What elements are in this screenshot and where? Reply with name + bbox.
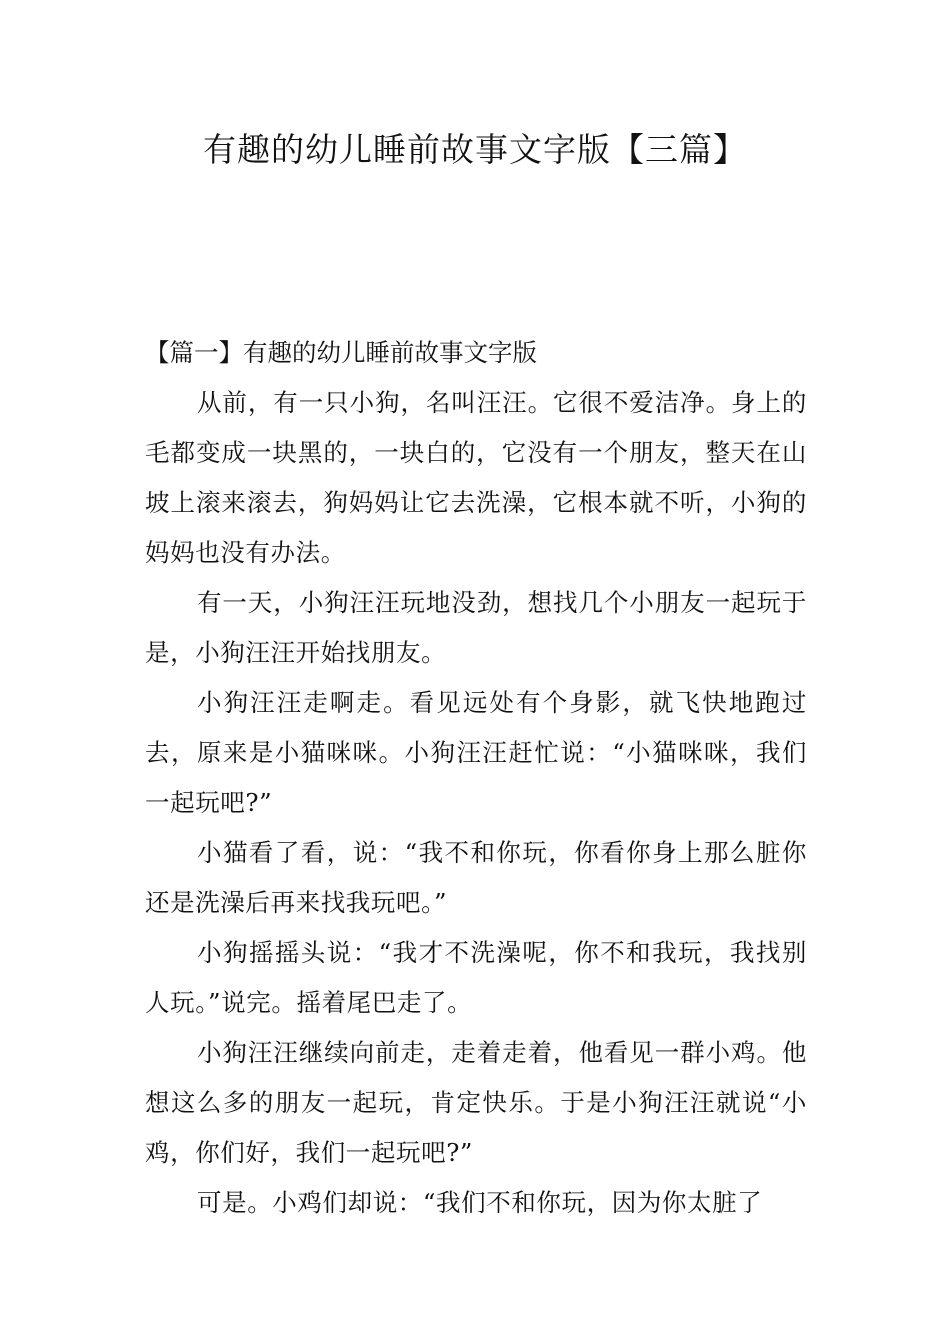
document-body [145,328,807,1228]
paragraph: 有一天，小狗汪汪玩地没劲，想找几个小朋友一起玩于是，小狗汪汪开始找朋友。 [145,588,807,667]
paragraph: 小狗汪汪继续向前走，走着走着，他看见一群小鸡。他想这么多的朋友一起玩，肯定快乐。于是小狗汪汪就说“小鸡，你们好，我们一起玩吧?” [145,1038,807,1167]
section-heading: 【篇一】有趣的幼儿睡前故事文字版 [145,338,537,367]
paragraph: 小狗摇摇头说：“我才不洗澡呢，你不和我玩，我找别人玩。”说完。摇着尾巴走了。 [145,938,807,1017]
paragraph: 小狗汪汪走啊走。看见远处有个身影，就飞快地跑过去，原来是小猫咪咪。小狗汪汪赶忙说：“小猫咪咪，我们一起玩吧?” [145,688,807,817]
paragraph: 可是。小鸡们却说：“我们不和你玩，因为你太脏了 [197,1188,763,1217]
document-title: 有趣的幼儿睡前故事文字版【三篇】 [203,130,747,169]
paragraph: 从前，有一只小狗，名叫汪汪。它很不爱洁净。身上的毛都变成一块黑的，一块白的，它没有一个朋友，整天在山坡上滚来滚去，狗妈妈让它去洗澡，它根本就不听，小狗的妈妈也没有办法。 [145,388,807,567]
paragraph: 小猫看了看，说：“我不和你玩，你看你身上那么脏你还是洗澡后再来找我玩吧。” [145,838,807,917]
